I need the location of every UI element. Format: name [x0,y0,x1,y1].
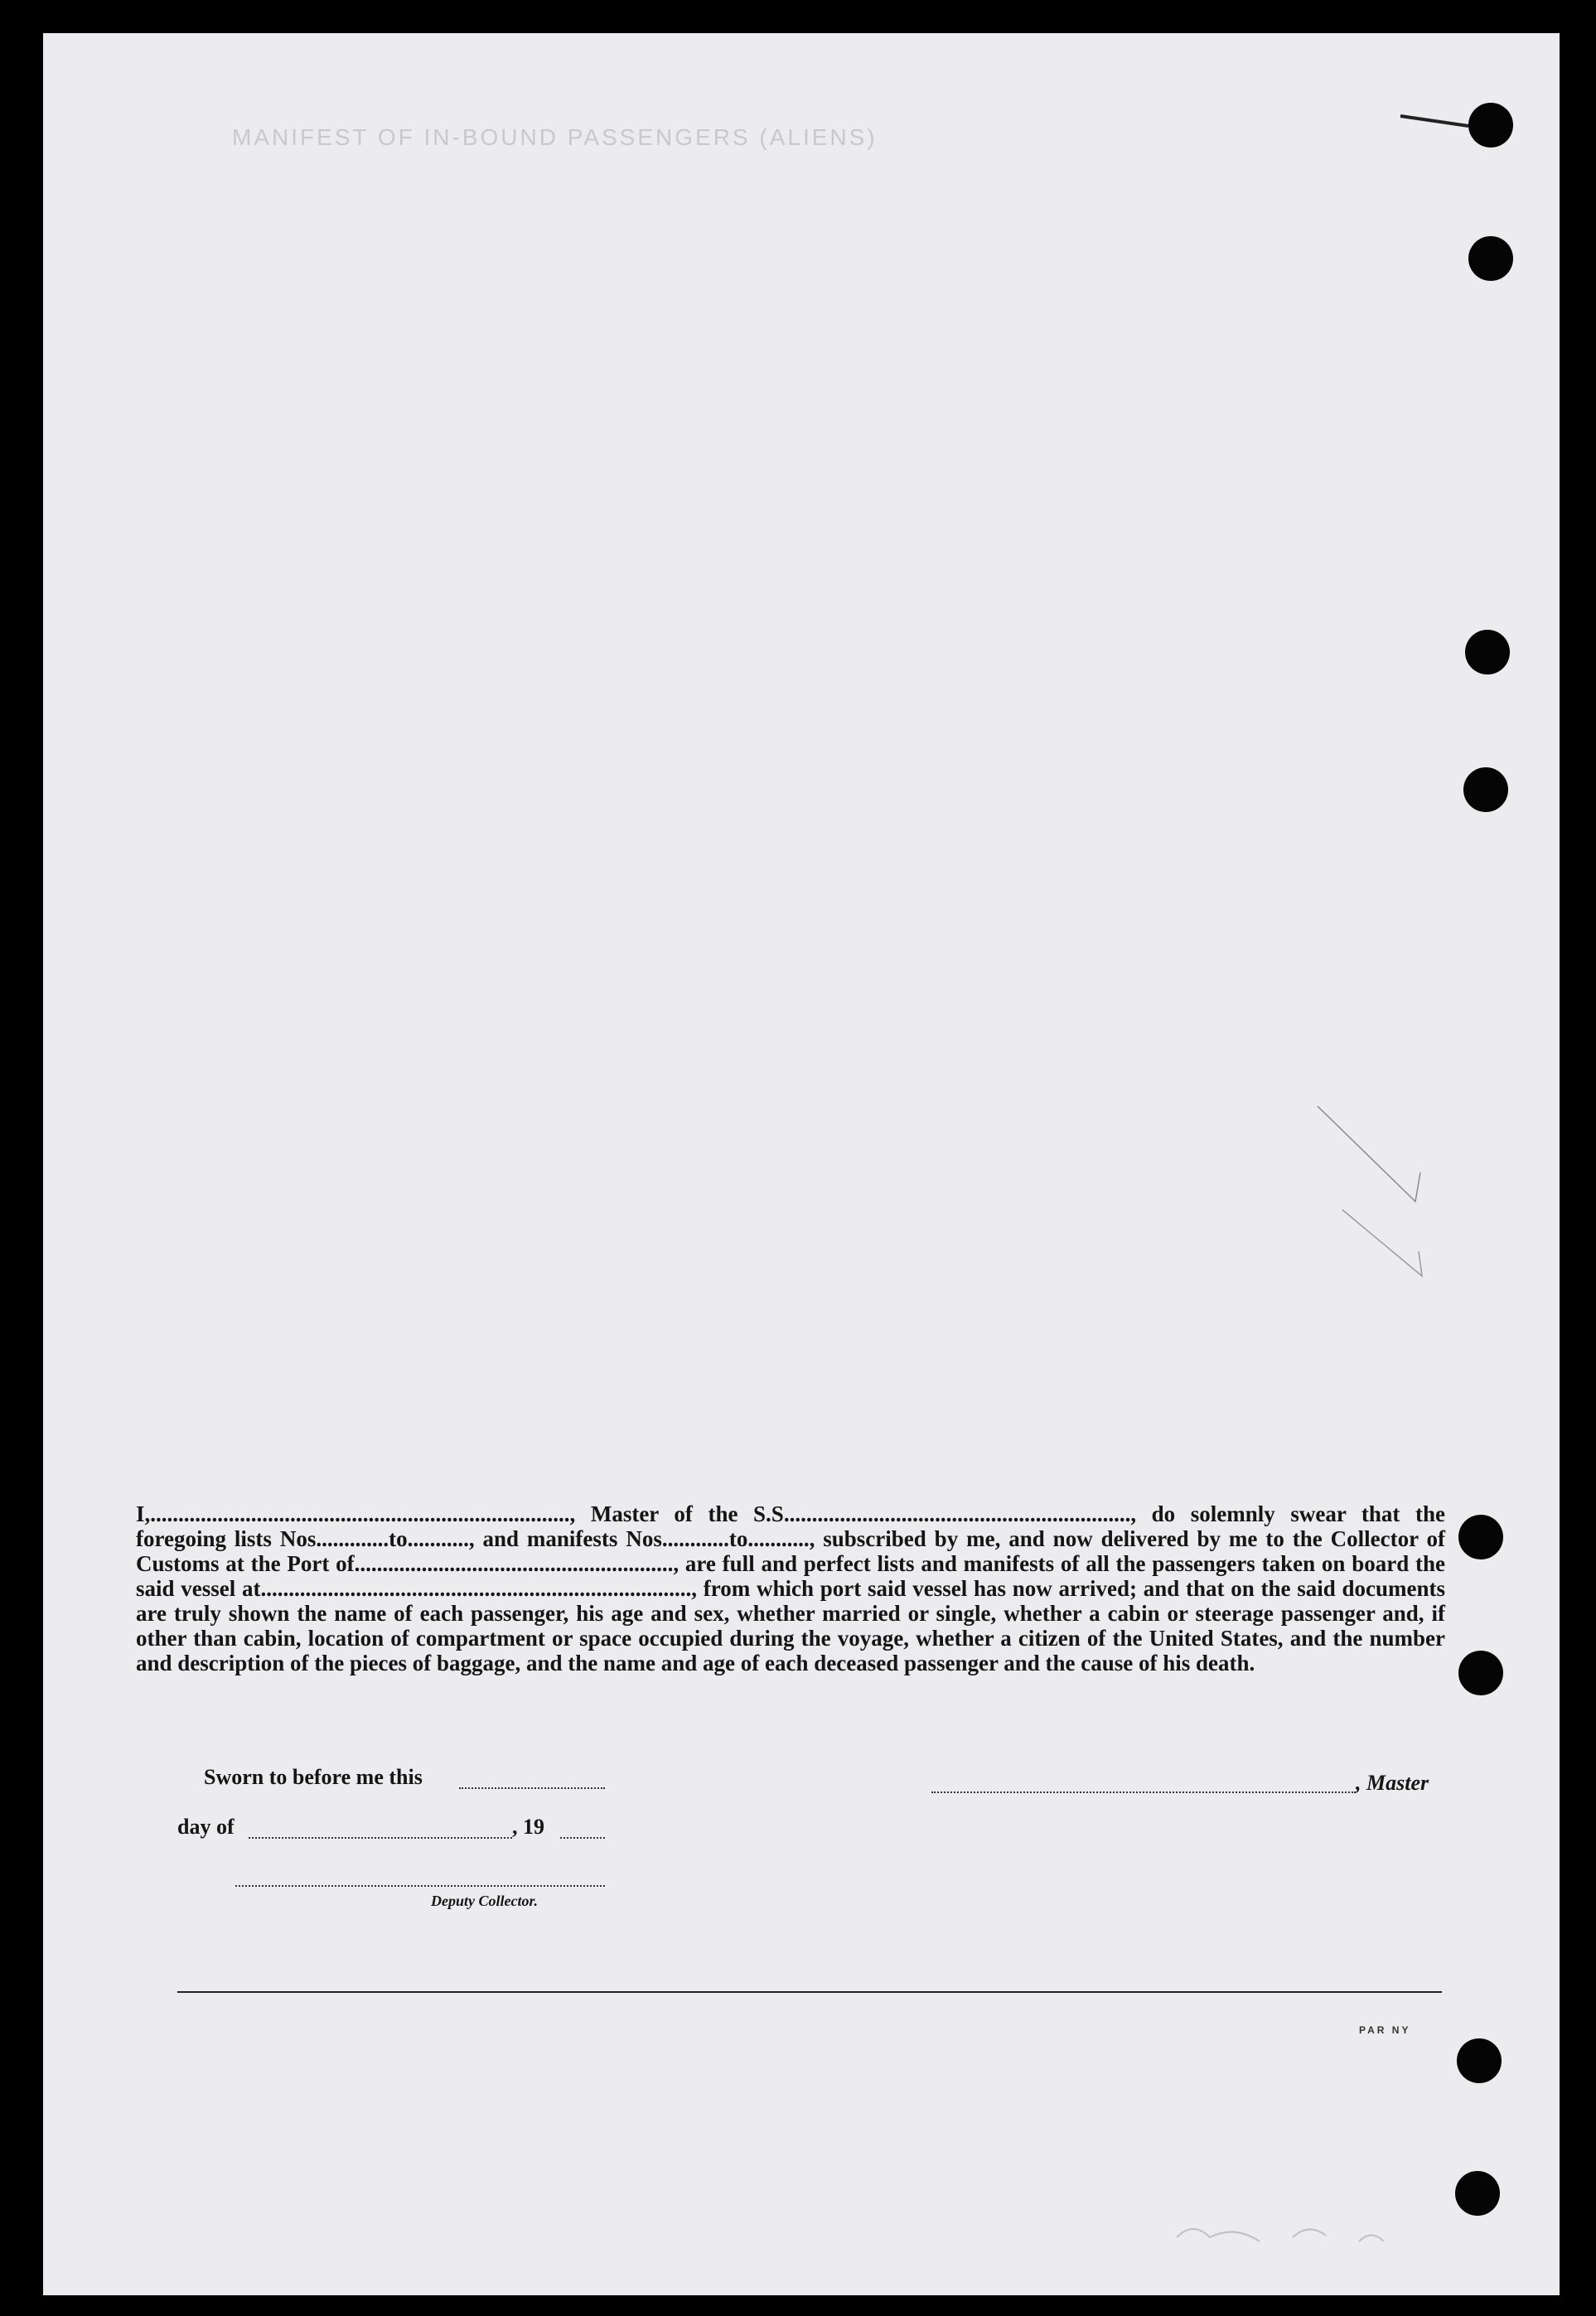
printer-mark: PAR NY [1359,2024,1411,2036]
day-blank [249,1837,512,1839]
deputy-collector-label: Deputy Collector. [431,1893,538,1909]
sworn-blank [459,1787,605,1789]
faint-header: MANIFEST OF IN-BOUND PASSENGERS (ALIENS) [232,124,878,150]
master-label: , Master [1356,1771,1429,1795]
oath-paragraph [136,1501,1445,1675]
year-blank [560,1837,605,1839]
day-of-label: day of [177,1815,235,1839]
master-blank [931,1791,1356,1793]
sworn-label: Sworn to before me this [204,1765,423,1789]
oath-text: I,..........................................................................., Master of the S.S.............................................................., do solemnly swear that the foregoing lists Nos.............to..........., and manifests Nos............to..........., subscribed by me, and now delivered by me to the Collector of Customs at the Port of........................................................., are full and perfect lists and manifests of all the passengers taken on board the said vessel at............................................................................., from which port said vessel has now arrived; and that on the said documents are truly shown the name of each passenger, his age and sex, whether married or single, whether a cabin or steerage passenger and, if other than cabin, location of compartment or space occupied during the voyage, whether a citizen of the United States, and the number and description of the pieces of baggage, and the name and age of each deceased passenger and the cause of his death. [136,1501,1445,1675]
year-label: , 19 [512,1815,544,1839]
horizontal-rule [177,1991,1442,1993]
deputy-blank [235,1885,605,1887]
